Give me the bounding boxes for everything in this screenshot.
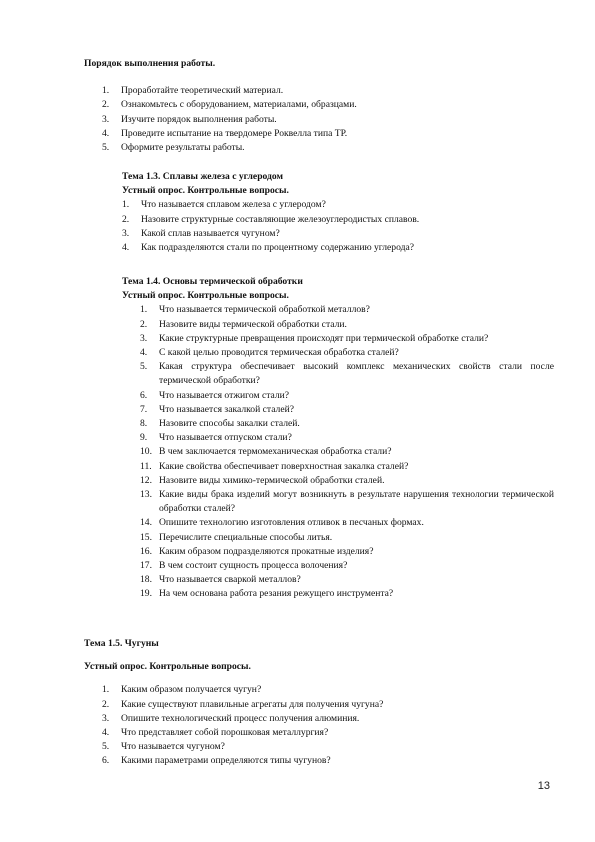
list-item — [140, 417, 554, 431]
list-item-number: 4. — [122, 242, 130, 254]
list-item-number: 3. — [122, 227, 130, 239]
list-item — [122, 241, 554, 255]
list-item — [140, 318, 554, 332]
list-item-text: С какой целью проводится термическая обработка сталей? — [159, 347, 399, 359]
list-item-number: 1. — [102, 684, 110, 696]
list-item — [140, 303, 554, 317]
list-item-number: 16. — [140, 545, 152, 557]
list-item — [140, 531, 554, 545]
list-item-text: В чем заключается термомеханическая обработка стали? — [159, 446, 392, 458]
list-item — [140, 516, 554, 530]
list-item-text: Какие виды брака изделий могут возникнуть в результате нарушения технологии термической обработки сталей? — [159, 489, 554, 515]
list-item-number: 3. — [102, 712, 110, 724]
list-item — [140, 474, 554, 488]
list-item — [102, 698, 554, 712]
list-item — [140, 389, 554, 403]
list-item-text: Какая структура обеспечивает высокий комплекс механических свойств стали после термической обработки? — [159, 361, 554, 387]
topic-1-4-questions — [122, 303, 554, 601]
list-item-number: 5. — [102, 142, 110, 154]
list-item-text: Назовите способы закалки сталей. — [159, 418, 300, 430]
list-item-number: 12. — [140, 474, 152, 486]
list-item-number: 1. — [102, 85, 110, 97]
list-item — [102, 712, 554, 726]
topic-1-4-section — [122, 275, 554, 602]
list-item — [122, 198, 554, 212]
list-item-number: 5. — [140, 361, 148, 373]
list-item — [140, 559, 554, 573]
list-item-text: Какие структурные превращения происходят при термической обработке стали? — [159, 332, 489, 344]
topic-1-3-questions — [122, 198, 554, 255]
list-item — [102, 754, 554, 768]
list-item-text: Что называется чугуном? — [121, 741, 225, 753]
list-item — [102, 740, 554, 754]
list-item-number: 15. — [140, 531, 152, 543]
list-item-number: 3. — [102, 113, 110, 125]
list-item-number: 7. — [140, 403, 148, 415]
procedure-list — [84, 84, 554, 155]
list-item-text: Что представляет собой порошковая металлургия? — [121, 727, 329, 739]
list-item-number: 1. — [122, 199, 130, 211]
list-item — [122, 227, 554, 241]
topic-1-3-section — [122, 170, 554, 255]
list-item — [140, 545, 554, 559]
list-item-number: 14. — [140, 517, 152, 529]
topic-1-5-title: Тема 1.5. Чугуны — [84, 638, 159, 649]
list-item — [140, 445, 554, 459]
list-item-text: Что называется отпуском стали? — [159, 432, 292, 444]
procedure-heading: Порядок выполнения работы. — [84, 58, 216, 69]
list-item-text: Каким образом подразделяются прокатные изделия? — [159, 545, 374, 557]
list-item-text: Назовите виды химико-термической обработки сталей. — [159, 474, 385, 486]
list-item — [140, 573, 554, 587]
topic-1-4-title: Тема 1.4. Основы термической обработки — [122, 276, 303, 287]
page-number: 13 — [537, 780, 550, 792]
list-item-text: Что называется сваркой металлов? — [159, 574, 301, 586]
list-item-text: Назовите виды термической обработки стали. — [159, 318, 347, 330]
list-item-text: В чем состоит сущность процесса волочения? — [159, 560, 348, 572]
list-item-number: 11. — [140, 460, 152, 472]
list-item-number: 2. — [102, 99, 110, 111]
list-item-number: 5. — [102, 741, 110, 753]
topic-1-4-subtitle: Устный опрос. Контрольные вопросы. — [122, 290, 289, 302]
list-item — [122, 213, 554, 227]
list-item-number: 6. — [102, 755, 110, 767]
list-item-text: Как подразделяются стали по процентному содержанию углерода? — [141, 242, 415, 254]
topic-1-3-subtitle: Устный опрос. Контрольные вопросы. — [122, 185, 289, 197]
list-item-text: На чем основана работа резания режущего инструмента? — [159, 588, 394, 600]
list-item-number: 10. — [140, 446, 152, 458]
list-item — [102, 141, 554, 155]
list-item-text: Опишите технологию изготовления отливок в песчаных формах. — [159, 517, 424, 529]
list-item-text: Что называется закалкой сталей? — [159, 403, 294, 415]
topic-1-3-title: Тема 1.3. Сплавы железа с углеродом — [122, 171, 284, 182]
list-item — [140, 332, 554, 346]
list-item-text: Опишите технологический процесс получения алюминия. — [121, 712, 360, 724]
list-item — [140, 587, 554, 601]
topic-1-5-subtitle: Устный опрос. Контрольные вопросы. — [84, 661, 251, 673]
list-item-text: Что называется отжигом стали? — [159, 389, 290, 401]
list-item-number: 18. — [140, 574, 152, 586]
list-item-number: 4. — [140, 347, 148, 359]
topic-1-5-questions — [84, 683, 554, 768]
list-item-text: Что называется термической обработкой металлов? — [159, 304, 370, 316]
list-item — [140, 403, 554, 417]
list-item-number: 17. — [140, 560, 152, 572]
list-item-number: 8. — [140, 418, 148, 430]
list-item — [140, 460, 554, 474]
list-item-text: Изучите порядок выполнения работы. — [121, 113, 277, 125]
list-item-text: Каким образом получается чугун? — [121, 684, 262, 696]
list-item — [102, 726, 554, 740]
list-item-text: Какие существуют плавильные агрегаты для получения чугуна? — [121, 698, 384, 710]
list-item-text: Проведите испытание на твердомере Роквелла типа ТР. — [121, 127, 348, 139]
list-item — [140, 431, 554, 445]
list-item-number: 13. — [140, 489, 152, 501]
procedure-section — [84, 57, 554, 155]
list-item-text: Назовите структурные составляющие железоуглеродистых сплавов. — [141, 213, 420, 225]
list-item-number: 2. — [102, 698, 110, 710]
list-item-number: 1. — [140, 304, 148, 316]
list-item-number: 4. — [102, 727, 110, 739]
list-item — [102, 683, 554, 697]
topic-1-5-section — [84, 637, 554, 769]
list-item-text: Какими параметрами определяются типы чугунов? — [121, 755, 331, 767]
list-item — [140, 346, 554, 360]
list-item-text: Ознакомьтесь с оборудованием, материалами, образцами. — [121, 99, 357, 111]
list-item-number: 3. — [140, 332, 148, 344]
list-item-text: Перечислите специальные способы литья. — [159, 531, 333, 543]
list-item — [102, 113, 554, 127]
list-item — [140, 488, 554, 516]
list-item — [140, 360, 554, 388]
list-item-number: 9. — [140, 432, 148, 444]
list-item-text: Какие свойства обеспечивает поверхностная закалка сталей? — [159, 460, 409, 472]
list-item-number: 6. — [140, 389, 148, 401]
list-item-text: Что называется сплавом железа с углеродом? — [141, 199, 326, 211]
list-item — [102, 127, 554, 141]
list-item-number: 2. — [122, 213, 130, 225]
list-item — [102, 84, 554, 98]
list-item — [102, 98, 554, 112]
list-item-text: Проработайте теоретический материал. — [121, 85, 284, 97]
list-item-number: 4. — [102, 127, 110, 139]
list-item-number: 2. — [140, 318, 148, 330]
list-item-text: Какой сплав называется чугуном? — [141, 227, 280, 239]
list-item-text: Оформите результаты работы. — [121, 142, 245, 154]
list-item-number: 19. — [140, 588, 152, 600]
